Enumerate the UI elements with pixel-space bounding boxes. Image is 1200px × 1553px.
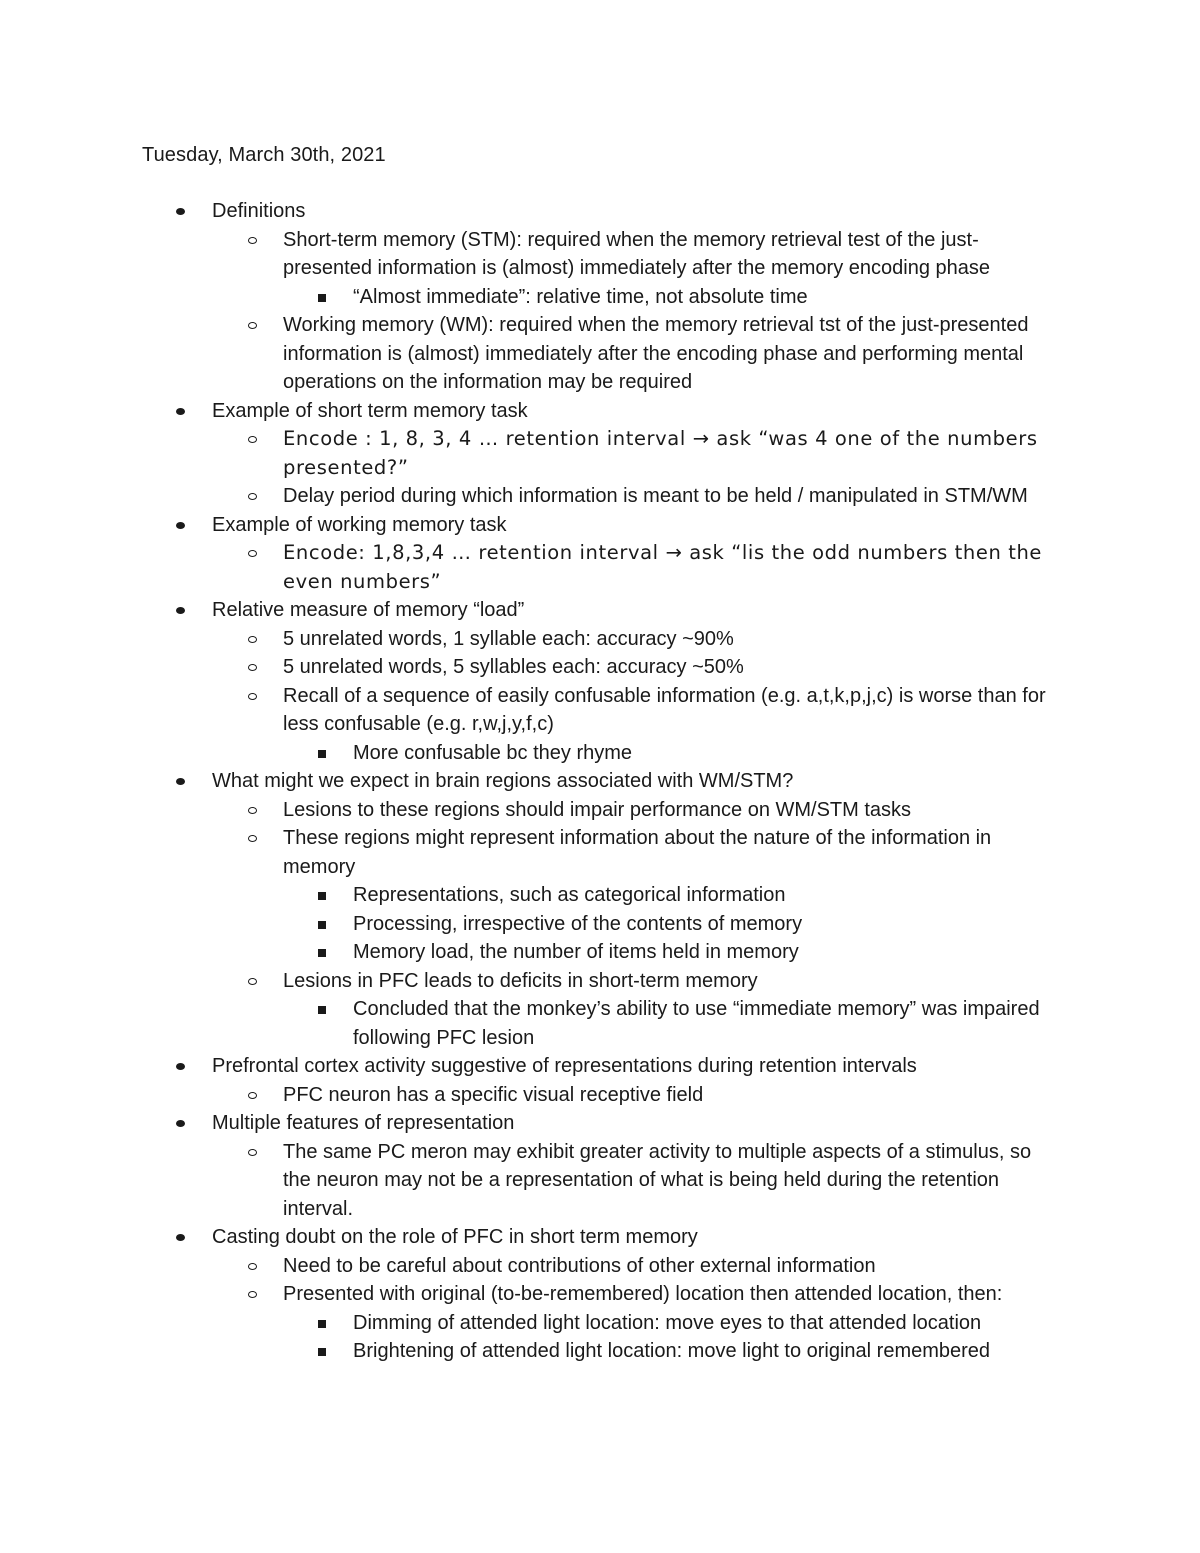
list-item-level-2 — [0, 682, 1063, 739]
hollow-circle-bullet-icon — [248, 550, 257, 557]
list-item-text: Encode : 1, 8, 3, 4 … retention interval → ask “was 4 one of the numbers presented?” — [283, 427, 1038, 479]
square-bullet-icon — [318, 921, 326, 929]
list-item-text: Representations, such as categorical information — [353, 884, 786, 906]
note-date: Tuesday, March 30th, 2021 — [142, 144, 386, 166]
list-item-level-2 — [0, 1280, 1063, 1309]
hollow-circle-bullet-icon — [248, 1092, 257, 1099]
list-item-text: Example of short term memory task — [212, 399, 528, 422]
square-bullet-icon — [318, 750, 326, 758]
hollow-circle-bullet-icon — [248, 322, 257, 329]
list-item-level-3 — [0, 1309, 1063, 1338]
filled-circle-bullet-icon — [176, 1120, 185, 1127]
square-bullet-icon — [318, 1006, 326, 1014]
list-item-level-2 — [0, 625, 1063, 654]
square-bullet-icon — [318, 892, 326, 900]
list-item-text: Dimming of attended light location: move eyes to that attended location — [353, 1311, 982, 1334]
list-item-text: The same PC meron may exhibit greater activity to multiple aspects of a stimulus, so the neuron may not be a representation of what is being held during the retention interval. — [283, 1140, 1032, 1220]
list-item-text: What might we expect in brain regions associated with WM/STM? — [212, 770, 794, 792]
hollow-circle-bullet-icon — [248, 664, 257, 671]
list-item-text: “Almost immediate”: relative time, not absolute time — [353, 285, 808, 308]
hollow-circle-bullet-icon — [248, 237, 257, 244]
list-item-level-2 — [0, 967, 1063, 996]
list-item-text: Brightening of attended light location: move light to original remembered — [353, 1340, 991, 1362]
list-item-text: Recall of a sequence of easily confusable information (e.g. a,t,k,p,j,c) is worse than for less confusable (e.g. r,w,j,y,f,c) — [283, 684, 1046, 735]
square-bullet-icon — [318, 1320, 326, 1328]
list-item-text: Casting doubt on the role of PFC in short term memory — [212, 1226, 698, 1248]
filled-circle-bullet-icon — [176, 778, 185, 785]
hollow-circle-bullet-icon — [248, 1291, 257, 1298]
list-item-level-1 — [0, 1109, 1072, 1138]
list-item-level-2 — [0, 1252, 1063, 1281]
hollow-circle-bullet-icon — [248, 636, 257, 643]
list-item-text: Encode: 1,8,3,4 … retention interval → ask “lis the odd numbers then the even numbers” — [283, 541, 1043, 593]
list-item-text: Memory load, the number of items held in memory — [353, 941, 799, 963]
list-item-level-1 — [0, 596, 1072, 625]
filled-circle-bullet-icon — [176, 522, 185, 529]
list-item-text: 5 unrelated words, 1 syllable each: accuracy ~90% — [283, 627, 734, 650]
square-bullet-icon — [318, 1348, 326, 1356]
filled-circle-bullet-icon — [176, 1063, 185, 1070]
list-item-text: Definitions — [212, 200, 306, 222]
list-item-text: Prefrontal cortex activity suggestive of representations during retention intervals — [212, 1055, 917, 1077]
list-item-level-2 — [0, 425, 1063, 482]
filled-circle-bullet-icon — [176, 607, 185, 614]
list-item-text: Relative measure of memory “load” — [212, 599, 525, 621]
list-item-level-1 — [0, 1223, 1072, 1252]
list-item-level-1 — [0, 767, 1072, 796]
hollow-circle-bullet-icon — [248, 835, 257, 842]
list-item-level-2 — [0, 1138, 1063, 1224]
list-item-text: Delay period during which information is meant to be held / manipulated in STM/WM — [283, 485, 1028, 507]
hollow-circle-bullet-icon — [248, 1149, 257, 1156]
list-item-level-2 — [0, 482, 1063, 511]
filled-circle-bullet-icon — [176, 1234, 185, 1241]
list-item-level-2 — [0, 311, 1063, 397]
filled-circle-bullet-icon — [176, 408, 185, 415]
list-item-level-3 — [0, 283, 1063, 312]
hollow-circle-bullet-icon — [248, 978, 257, 985]
hollow-circle-bullet-icon — [248, 436, 257, 443]
bullet-list — [0, 197, 1200, 1366]
square-bullet-icon — [318, 294, 326, 302]
list-item-level-1 — [0, 1052, 1072, 1081]
list-item-level-3 — [0, 881, 1063, 910]
list-item-text: Short-term memory (STM): required when the memory retrieval test of the just-presented information is (almost) immediately after the memory encoding phase — [283, 228, 990, 279]
hollow-circle-bullet-icon — [248, 1263, 257, 1270]
list-item-level-2 — [0, 824, 1063, 881]
list-item-level-2 — [0, 796, 1063, 825]
list-item-text: Lesions in PFC leads to deficits in short-term memory — [283, 969, 758, 992]
list-item-level-2 — [0, 1081, 1063, 1110]
list-item-text: Working memory (WM): required when the memory retrieval tst of the just-presented information is (almost) immediately after the encoding phase and performing mental operations on the information may be required — [283, 314, 1029, 393]
hollow-circle-bullet-icon — [248, 493, 257, 500]
list-item-level-1 — [0, 397, 1072, 426]
list-item-text: 5 unrelated words, 5 syllables each: accuracy ~50% — [283, 656, 744, 678]
list-item-text: Example of working memory task — [212, 513, 507, 536]
list-item-text: More confusable bc they rhyme — [353, 741, 633, 764]
filled-circle-bullet-icon — [176, 208, 185, 215]
list-item-level-1 — [0, 511, 1072, 540]
list-item-level-3 — [0, 910, 1063, 939]
list-item-level-3 — [0, 739, 1063, 768]
list-item-level-3 — [0, 1337, 1063, 1366]
hollow-circle-bullet-icon — [248, 693, 257, 700]
list-item-text: Concluded that the monkey’s ability to use “immediate memory” was impaired following PFC lesion — [353, 998, 1040, 1049]
list-item-level-2 — [0, 539, 1063, 596]
square-bullet-icon — [318, 949, 326, 957]
list-item-text: Presented with original (to-be-remembered) location then attended location, then: — [283, 1283, 1003, 1305]
list-item-text: These regions might represent information about the nature of the information in memory — [283, 827, 992, 878]
list-item-level-1 — [0, 197, 1072, 226]
list-item-text: Multiple features of representation — [212, 1112, 515, 1134]
list-item-text: Processing, irrespective of the contents of memory — [353, 912, 803, 935]
list-item-level-2 — [0, 653, 1063, 682]
list-item-text: Lesions to these regions should impair performance on WM/STM tasks — [283, 798, 912, 821]
list-item-text: PFC neuron has a specific visual receptive field — [283, 1083, 704, 1106]
list-item-level-3 — [0, 938, 1063, 967]
hollow-circle-bullet-icon — [248, 807, 257, 814]
list-item-text: Need to be careful about contributions of other external information — [283, 1254, 876, 1277]
list-item-level-2 — [0, 226, 1063, 283]
list-item-level-3 — [0, 995, 1063, 1052]
